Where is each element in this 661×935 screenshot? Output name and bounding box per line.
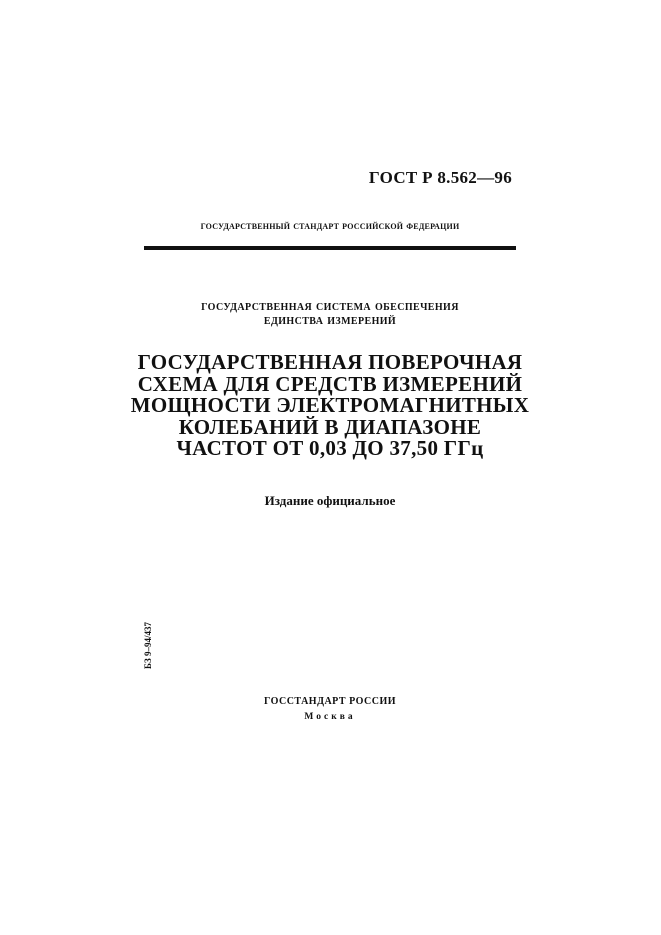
document-code: ГОСТ Р 8.562—96 (368, 168, 512, 187)
title-line: КОЛЕБАНИЙ В ДИАПАЗОНЕ (178, 414, 482, 439)
system-line: государственная система обеспечения (201, 299, 459, 314)
edition-label: Издание официальное (264, 493, 396, 508)
system-line: единства измерений (263, 313, 397, 328)
title-line: СХЕМА ДЛЯ СРЕДСТВ ИЗМЕРЕНИЙ (137, 371, 523, 396)
publisher-label: ГОССТАНДАРТ РОССИИ (263, 696, 397, 707)
heading-rule (144, 246, 516, 250)
document-title (100, 352, 560, 460)
title-line: ГОСУДАРСТВЕННАЯ ПОВЕРОЧНАЯ (137, 350, 523, 374)
title-line: ЧАСТОТ ОТ 0,03 ДО 37,50 ГГц (176, 436, 484, 460)
side-code-label: БЗ 9–94/437 (143, 622, 153, 669)
city-label: Москва (304, 712, 356, 722)
state-standard-heading: государственный стандарт российской федерации (200, 220, 460, 232)
system-heading (120, 300, 540, 328)
title-line: МОЩНОСТИ ЭЛЕКТРОМАГНИТНЫХ (130, 393, 530, 417)
